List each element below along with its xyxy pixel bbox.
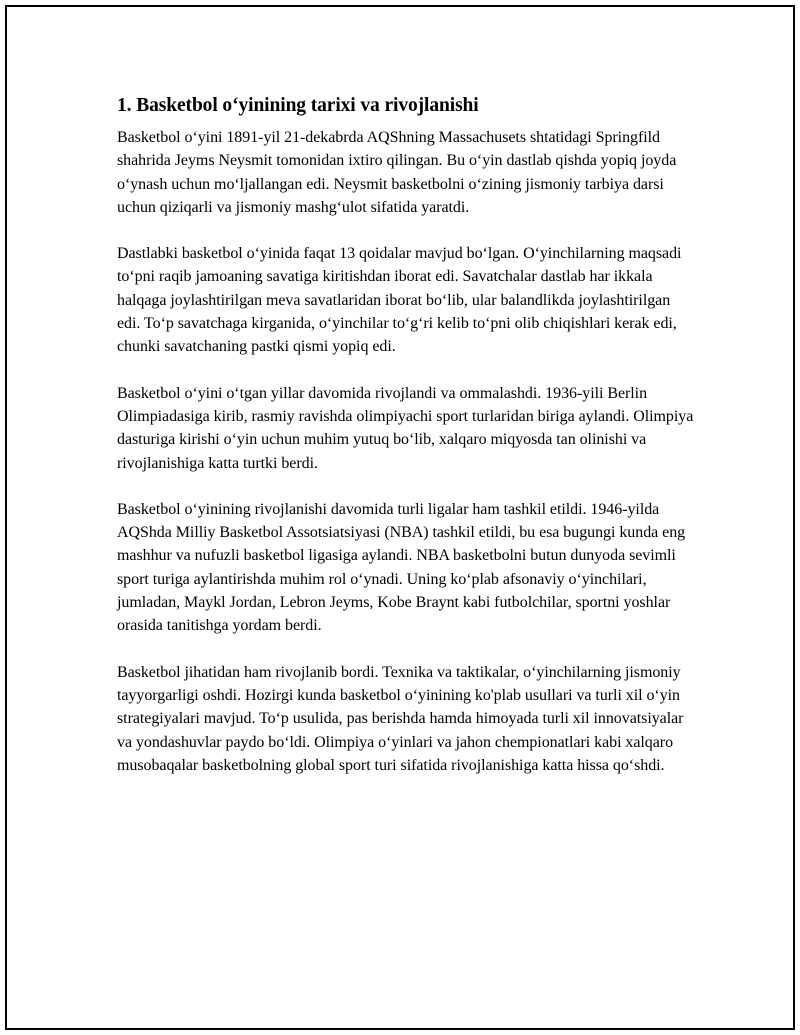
paragraph-leagues-nba: Basketbol o‘yinining rivojlanishi davomida turli ligalar ham tashkil etildi. 1946-yilda AQShda Milliy Basketbol Assotsiatsiyasi (NBA) tashkil etildi, bu esa bugungi kunda eng mashhur va nufuzli basketbol ligasiga aylandi. NBA basketbolni butun dunyoda sevimli sport turiga aylantirishda muhim rol o‘ynadi. Uning ko‘plab afsonaviy o‘yinchilari, jumladan, Maykl Jordan, Lebron Jeyms, Kobe Braynt kabi futbolchilar, sportni yoshlar orasida tanitishga yordam berdi. — [117, 500, 686, 635]
paragraph-techniques: Basketbol jihatidan ham rivojlanib bordi. Texnika va taktikalar, o‘yinchilarning jismoniy tayyorgarligi oshdi. Hozirgi kunda basketbol o‘yinining ko'plab usullari va turli xil o‘yin strategiyalari mavjud. To‘p usulida, pas berishda hamda himoyada turli xil innovatsiyalar va yondashuvlar paydo bo‘ldi. Olimpiya o‘yinlari va jahon chempionatlari kabi xalqaro musobaqalar basketbolning global sport turi sifatida rivojlanishiga katta hissa qo‘shdi. — [117, 663, 684, 774]
document-body — [117, 94, 697, 800]
paragraph-olympics: Basketbol o‘yini o‘tgan yillar davomida rivojlandi va ommalashdi. 1936-yili Berlin Olimpiadasiga kirib, rasmiy ravishda olimpiyachi sport turlaridan biriga aylandi. Olimpiya dasturiga kirishi o‘yin uchun muhim yutuq bo‘lib, xalqaro miqyosda tan olinishi va rivojlanishiga katta turtki berdi. — [117, 384, 694, 472]
paragraph-early-rules: Dastlabki basketbol o‘yinida faqat 13 qoidalar mavjud bo‘lgan. O‘yinchilarning maqsadi to‘pni raqib jamoaning savatiga kiritishdan iborat edi. Savatchalar dastlab har ikkala halqaga joylashtirilgan meva savatlaridan iborat bo‘lib, ular balandlikda joylashtirilgan edi. To‘p savatchaga kirganida, o‘yinchilar to‘g‘ri kelib to‘pni olib chiqishlari kerak edi, chunki savatchaning pastki qismi yopiq edi. — [117, 245, 682, 356]
paragraph-history-origin: Basketbol o‘yini 1891-yil 21-dekabrda AQShning Massachusets shtatidagi Springfild shahrida Jeyms Neysmit tomonidan ixtiro qilingan. Bu o‘yin dastlab qishda yopiq joyda o‘ynash uchun mo‘ljallangan edi. Neysmit basketbolni o‘zining jismoniy tarbiya darsi uchun qiziqarli va jismoniy mashg‘ulot sifatida yaratdi. — [117, 129, 677, 216]
section-heading: 1. Basketbol o‘yinining tarixi va rivojlanishi — [117, 95, 479, 116]
